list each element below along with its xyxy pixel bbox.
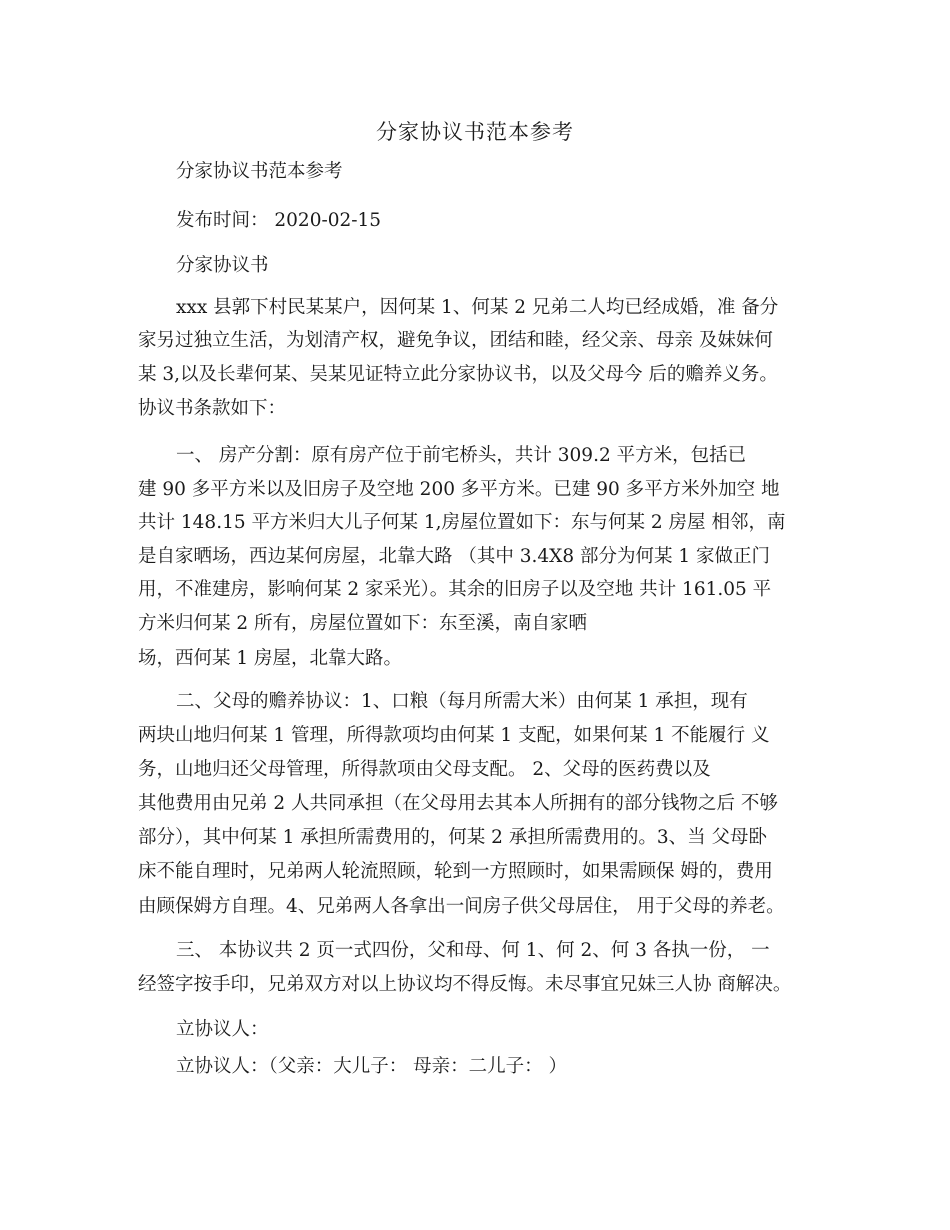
intro-line: xxx 县郭下村民某某户，因何某 1、何某 2 兄弟二人均已经成婚，准 备分 bbox=[176, 297, 779, 318]
clause1-line: 建 90 多平方米以及旧房子及空地 200 多平方米。已建 90 多平方米外加空 地 bbox=[138, 479, 780, 500]
intro-line: 家另过独立生活，为划清产权，避免争议，团结和睦，经父亲、母亲 及妹妹何 bbox=[138, 330, 773, 351]
intro-line: 某 3,以及长辈何某、吴某见证特立此分家协议书，以及父母今 后的赡养义务。 bbox=[138, 364, 778, 385]
document-title: 分家协议书范本参考 bbox=[376, 120, 574, 144]
clause2-line: 由顾保姆方自理。4、兄弟两人各拿出一间房子供父母居住， 用于父母的养老。 bbox=[138, 896, 785, 917]
clause1-line: 方米归何某 2 所有，房屋位置如下：东至溪，南自家晒 bbox=[138, 613, 588, 634]
clause2-line: 二、父母的赡养协议：1、口粮（每月所需大米）由何某 1 承担，现有 bbox=[176, 691, 748, 712]
clause2-line: 床不能自理时，兄弟两人轮流照顾，轮到一方照顾时，如果需顾保 姆的，费用 bbox=[138, 861, 773, 882]
document-subtitle: 分家协议书范本参考 bbox=[176, 161, 343, 182]
clause1-line: 用，不准建房，影响何某 2 家采光）。其余的旧房子以及空地 共计 161.05 平 bbox=[138, 579, 772, 600]
publish-date: 发布时间： 2020-02-15 bbox=[176, 210, 382, 231]
signers-line: 立协议人：（父亲：大儿子： 母亲：二儿子： ） bbox=[176, 1056, 568, 1077]
intro-line: 协议书条款如下： bbox=[138, 398, 287, 419]
clause2-line: 两块山地归何某 1 管理，所得款项均由何某 1 支配，如果何某 1 不能履行 义 bbox=[138, 725, 770, 746]
signers-label: 立协议人： bbox=[176, 1019, 269, 1040]
clause1-line: 场，西何某 1 房屋，北靠大路。 bbox=[138, 648, 403, 669]
clause1-line: 是自家晒场，西边某何房屋，北靠大路 （其中 3.4X8 部分为何某 1 家做正门 bbox=[138, 546, 771, 567]
doc-heading: 分家协议书 bbox=[176, 255, 269, 276]
clause3-line: 三、 本协议共 2 页一式四份，父和母、何 1、何 2、何 3 各执一份， 一 bbox=[176, 940, 770, 961]
clause2-line: 务，山地归还父母管理，所得款项由父母支配。 2、父母的医药费以及 bbox=[138, 759, 711, 780]
clause2-line: 部分），其中何某 1 承担所需费用的，何某 2 承担所需费用的。3、当 父母卧 bbox=[138, 827, 767, 848]
clause2-line: 其他费用由兄弟 2 人共同承担（在父母用去其本人所拥有的部分钱物之后 不够 bbox=[138, 793, 778, 814]
clause1-line: 共计 148.15 平方米归大儿子何某 1,房屋位置如下：东与何某 2 房屋 相邻，南 bbox=[138, 512, 786, 533]
clause3-line: 经签字按手印，兄弟双方对以上协议均不得反悔。未尽事宜兄妹三人协 商解决。 bbox=[138, 974, 792, 995]
clause1-line: 一、 房产分割：原有房产位于前宅桥头，共计 309.2 平方米，包括已 bbox=[176, 445, 747, 466]
